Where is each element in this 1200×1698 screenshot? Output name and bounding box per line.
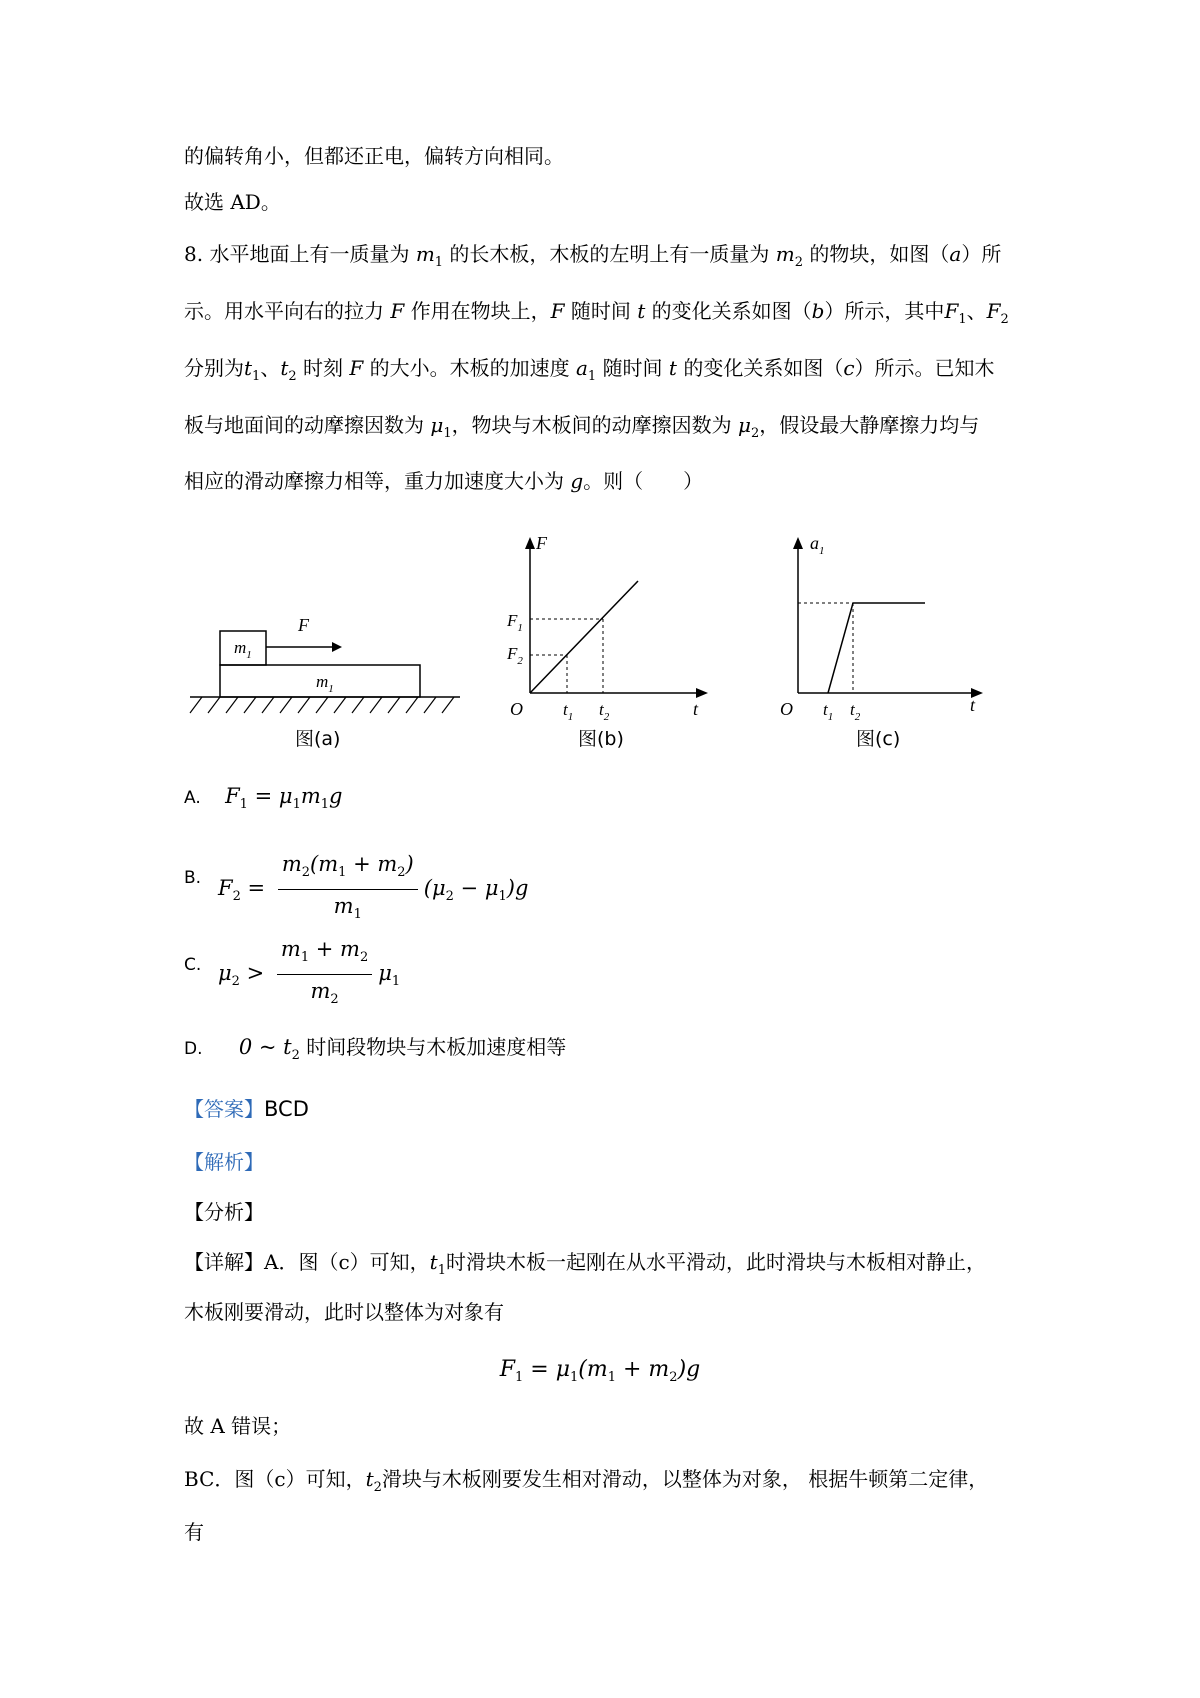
var-c: c <box>843 356 855 380</box>
bc-line-2 <box>184 1518 204 1546</box>
force-label: F <box>298 615 309 635</box>
analysis-tag: 【解析】 <box>184 1150 264 1174</box>
fig-b-y-arrow <box>525 537 535 549</box>
q-text: 分别为 <box>184 356 244 380</box>
answer-tag: 【答案】 <box>184 1097 264 1121</box>
fig-c-t1-label: $t_1$ <box>823 700 834 723</box>
figure-c-caption: 图(c) <box>856 728 901 750</box>
fig-c-x-label: t <box>970 695 976 715</box>
option-b-formula: $F_2$ = $\frac{m_2(m_1 + m_2)}{m_1}$ $(\mu_2 - \mu_1)g$ <box>218 852 529 922</box>
intro-line-2 <box>184 188 281 216</box>
bc-line-1 <box>184 1465 988 1502</box>
detail-line-2 <box>184 1298 504 1326</box>
var-F: F <box>550 299 565 323</box>
q-text: 随时间 <box>602 356 663 380</box>
var-t: t <box>668 356 677 380</box>
question-line-4 <box>184 411 979 448</box>
detail-text: 时滑块木板一起刚在从水平滑动，此时滑块与木板相对静止， <box>445 1250 986 1274</box>
board-label: $m_1$ <box>316 672 334 695</box>
fig-c-y-arrow <box>793 537 803 549</box>
fig-b-x-arrow <box>696 688 708 698</box>
equation-f1: $F_1 = \mu_1(m_1 + m_2)g$ <box>499 1357 701 1385</box>
question-line-3 <box>184 354 995 391</box>
fig-b-f1-label: $F_1$ <box>507 611 523 634</box>
option-d-label: D. <box>184 1039 203 1059</box>
q-text: 的长木板，木板的左明上有一质量为 <box>449 242 770 266</box>
detail-tag: 【详解】 <box>184 1250 264 1274</box>
q-text: ）所 <box>961 242 1002 266</box>
bc-text: BC．图（c）可知， <box>184 1467 366 1491</box>
fig-b-f2-label: $F_2$ <box>507 644 523 667</box>
q-text: 的大小。木板的加速度 <box>369 356 570 380</box>
fig-c-t2-label: $t_2$ <box>850 700 861 723</box>
var-F2: $F_2$ <box>986 299 1009 327</box>
q-text: 、 <box>260 356 281 380</box>
question-line-2 <box>184 297 1009 334</box>
figures-svg <box>180 533 1080 755</box>
figure-b <box>506 533 708 750</box>
question-line-1 <box>184 240 1001 277</box>
fig-b-y-label: F <box>536 533 547 553</box>
fig-c-y-label: $a_1$ <box>810 533 825 557</box>
var-mu1: $\mu_1$ <box>430 413 452 441</box>
detail-text: A．图（c）可知， <box>264 1250 430 1274</box>
block-label: $m_1$ <box>234 638 252 661</box>
answer-line <box>184 1095 309 1123</box>
q-text: ，假设最大静摩擦力均与 <box>759 413 980 437</box>
var-b: b <box>811 299 825 323</box>
fig-b-line <box>530 581 638 693</box>
question-line-5 <box>184 467 703 495</box>
q-text: 随时间 <box>570 299 631 323</box>
var-F1: $F_1$ <box>944 299 967 327</box>
option-c <box>184 925 401 1007</box>
fig-b-t1-label: $t_1$ <box>563 700 574 723</box>
analysis-line <box>184 1148 264 1176</box>
option-a-label: A. <box>184 788 201 808</box>
a-wrong-line <box>184 1412 291 1440</box>
answer-value: BCD <box>264 1097 309 1121</box>
var-a1: $a_1$ <box>575 356 597 384</box>
option-a <box>184 782 343 819</box>
figure-a <box>190 615 460 750</box>
option-b-label: B. <box>184 868 202 888</box>
detail-line-1 <box>184 1248 986 1285</box>
fig-b-x-label: t <box>693 699 699 719</box>
var-t: t <box>637 299 646 323</box>
option-d-text: 时间段物块与木板加速度相等 <box>306 1035 567 1059</box>
bc-text-2: 有 <box>184 1520 204 1544</box>
q-text: 的变化关系如图（ <box>683 356 844 380</box>
figure-c <box>780 533 983 750</box>
ground-hatch <box>190 697 454 713</box>
q-text: ）所示，其中 <box>824 299 945 323</box>
fig-b-origin: O <box>510 699 523 719</box>
q-text: 、 <box>966 299 987 323</box>
var-F: F <box>390 299 405 323</box>
option-d-formula: 0 ~ $t_2$ <box>238 1035 300 1063</box>
detail-text: 木板刚要滑动，此时以整体为对象有 <box>184 1300 504 1324</box>
var-mu2: $\mu_2$ <box>738 413 760 441</box>
intro-text-2: 故选 AD。 <box>184 190 281 214</box>
var-t1: $t_1$ <box>429 1250 446 1278</box>
q-text: 作用在物块上， <box>410 299 551 323</box>
q-text: 的变化关系如图（ <box>651 299 812 323</box>
var-t2: $t_2$ <box>365 1467 382 1495</box>
q-text: 的物块，如图（ <box>809 242 950 266</box>
fig-b-t2-label: $t_2$ <box>599 700 610 723</box>
intro-text-1: 的偏转角小，但都还正电，偏转方向相同。 <box>184 144 564 168</box>
a-wrong-text: 故 A 错误； <box>184 1414 292 1438</box>
fig-c-ramp <box>828 603 853 693</box>
q-text: 水平地面上有一质量为 <box>209 242 410 266</box>
fenxi-line <box>184 1198 264 1226</box>
q-text: 示。用水平向右的拉力 <box>184 299 384 323</box>
q-text: 板与地面间的动摩擦因数为 <box>184 413 424 437</box>
fig-c-origin: O <box>780 699 793 719</box>
var-a: a <box>949 242 962 266</box>
fenxi-tag: 【分析】 <box>184 1200 264 1224</box>
option-d <box>184 1033 566 1070</box>
var-g: g <box>570 469 584 493</box>
q-text: 。则（ ） <box>583 469 704 493</box>
q-text: 相应的滑动摩擦力相等，重力加速度大小为 <box>184 469 564 493</box>
q-text: ）所示。已知木 <box>854 356 995 380</box>
var-m2: $m_2$ <box>775 242 804 270</box>
force-arrowhead <box>332 642 342 652</box>
intro-line-1 <box>184 142 564 170</box>
question-number: 8. <box>184 242 204 266</box>
q-text: ，物块与木板间的动摩擦因数为 <box>451 413 732 437</box>
option-c-label: C. <box>184 955 202 975</box>
option-b <box>184 838 529 922</box>
bc-text: 滑块与木板刚要发生相对滑动，以整体为对象， 根据牛顿第二定律， <box>381 1467 989 1491</box>
figure-a-caption: 图(a) <box>295 728 341 750</box>
var-m1: $m_1$ <box>415 242 444 270</box>
option-a-formula: $F_1 = \mu_1m_1g$ <box>225 784 343 812</box>
var-t1: $t_1$ <box>244 356 261 384</box>
var-t2: $t_2$ <box>280 356 297 384</box>
var-F: F <box>349 356 364 380</box>
figure-b-caption: 图(b) <box>578 728 624 750</box>
option-c-formula: $\mu_2$ > $\frac{m_1 + m_2}{m_2}$ $\mu_1$ <box>218 937 401 1007</box>
q-text: 时刻 <box>303 356 344 380</box>
